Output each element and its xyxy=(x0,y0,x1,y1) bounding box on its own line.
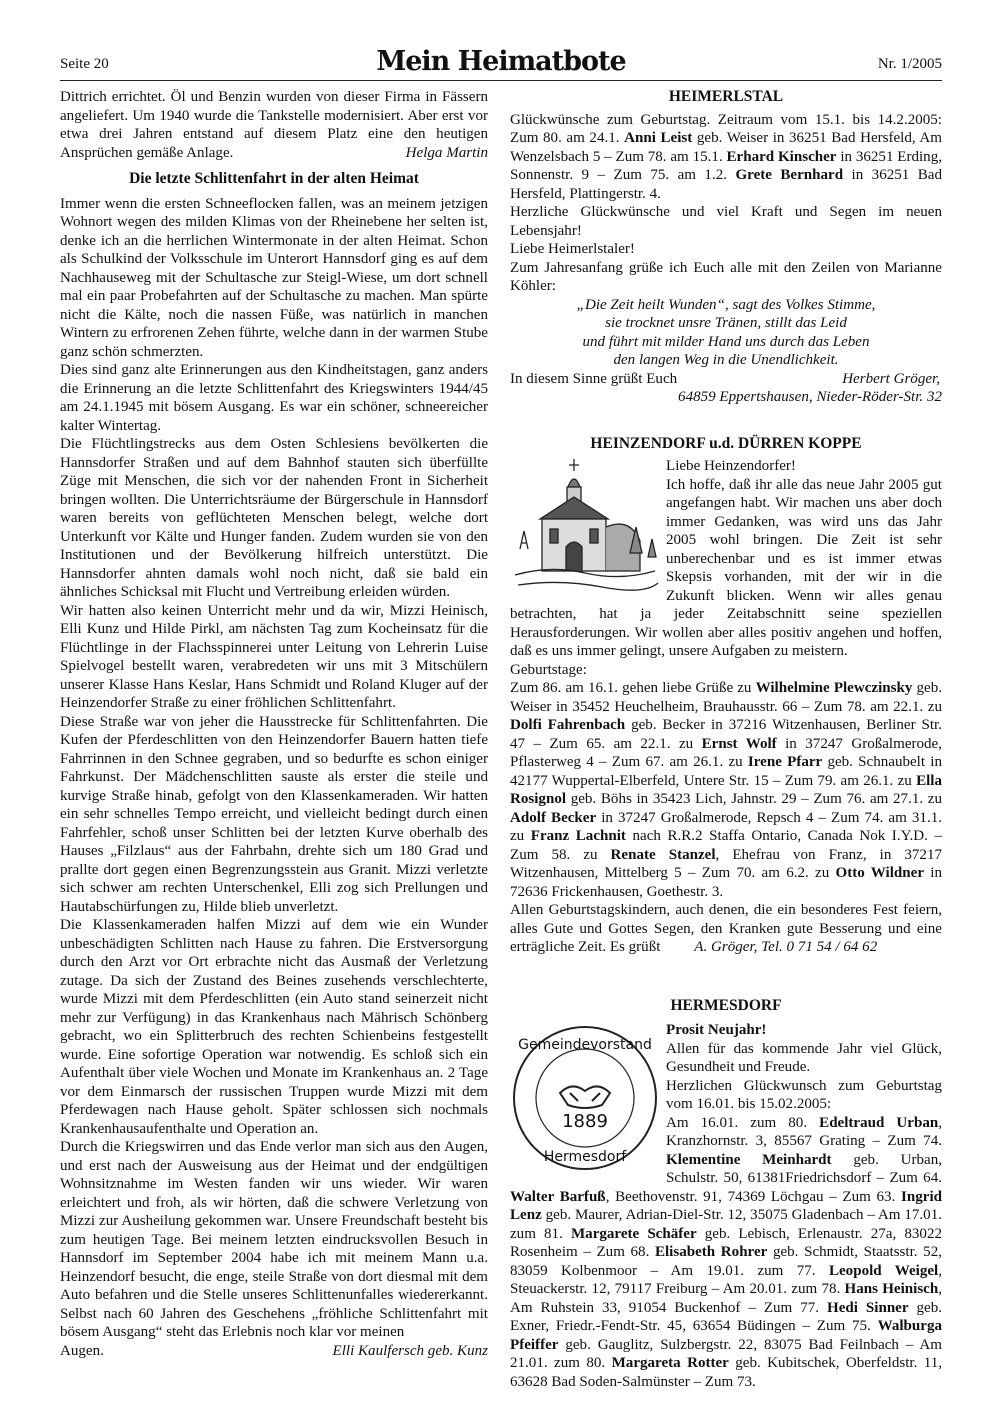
heinzendorf-bday-label: Geburtstage: xyxy=(510,661,587,678)
article-signature: Augen. Elli Kaulfersch geb. Kunz xyxy=(60,1342,488,1359)
article-paragraph: Diese Straße war von jeher die Hausstrecke für Schlittenfahrten. Die Kufen der Pferdeschlitten von den Heinzendorfer Bauern hatten tiefe Fahrrinnen in den Schnee gegraben, und so bedurfte es schon einiger Fahrkunst. Der Mädchenschlitten sauste als erster die steile und kurvige Straße hinab, gefolgt von den Klassenkameraden. Wir hatten ein sehr schnelles Tempo erreicht, und vielleicht bedingt durch einen Fahrfehler, schoß unser Schlitten bei der letzten Kurve oberhalb des Hauses „Filzlaus“ aus der Fahrbahn, drehte sich um 180 Grad und prallte dort gegen einen Begrenzungsstein aus Granit. Mizzi verletzte sich schwer am rechten Unterschenkel, Elli zog sich Prellungen und Hautabschürfungen zu, Hilde blieb unverletzt. xyxy=(60,713,488,915)
masthead-title: Mein Heimatbote xyxy=(376,46,626,77)
poem-line: „Die Zeit heilt Wunden“, sagt des Volkes Stimme, xyxy=(576,296,876,313)
article-paragraph: Immer wenn die ersten Schneeflocken fallen, was an meinem jetzigen Wohnort wegen des milden Klimas von der Rheinebene her selten ist, denke ich an die herrlichen Wintermonate in der alten Heimat. Schon als Schulkind der Volksschule im Unterort Hannsdorf ging es auf dem Nachhauseweg mit der Schultasche zur Steigl-Wiese, um dort schnell mal ein paar Probefahrten auf der Schultasche zu machen. Man spürte nicht die Kälte, noch die nassen Füße, was natürlich in manchen Wintern zu erfrorenen Zehen führte, welche dann in der warmen Stube ganz schön schmerzten. xyxy=(60,195,488,360)
poem-line: und führt mit milder Hand uns durch das Leben xyxy=(582,333,870,350)
hermesdorf-paragraph: Allen für das kommende Jahr viel Glück, Gesundheit und Freude. xyxy=(666,1040,942,1075)
seal-image xyxy=(510,1023,660,1173)
section-title-hermesdorf: HERMESDORF xyxy=(670,996,782,1014)
poem-line: den langen Weg in die Unendlichkeit. xyxy=(613,352,839,368)
heinzendorf-greeting: Liebe Heinzendorfer! xyxy=(666,458,796,474)
article-paragraph: Die Klassenkameraden halfen Mizzi auf dem wie ein Wunder unbeschädigten Schlitten nach Hause zu fahren. Die Erstversorgung durch den Arzt vor Ort erbrachte nicht das Ausmaß der Verletzung zutage. Da sich der Zustand des Beines zusehends verschlechterte, wurde Mizzi mit dem Pferdeschlitten (ein Auto stand seinerzeit nicht mehr zur Verfügung) in das Krankenhaus nach Mährisch Schönberg gebracht, wo ein Splitterbruch des rechten Schienbeins festgestellt wurde. Eine sofortige Operation war notwendig. Es schloß sich ein Aufenthalt über viele Wochen und Monate im Krankenhaus an. 2 Tage vor dem Einmarsch der russischen Truppen wurde Mizzi mit dem Pferdewagen nach Hause geholt. Später schlossen sich nochmals Krankenhausaufenthalte und Operation an. xyxy=(60,917,488,1137)
intro-author: Helga Martin xyxy=(405,144,488,161)
heinzendorf-birthdays: Zum 86. am 16.1. gehen liebe Grüße zu Wilhelmine Plewczinsky geb. Weiser in 35452 Heuchelheim, Brauhausstr. 66 – Zum 78. am 22.1. zu Dolfi Fahrenbach geb. Becker in 37216 Witzenhausen, Berliner Str. 47 – Zum 65. am 22.1. zu Ernst Wolf in 37247 Großalmerode, Pflasterweg 4 – Zum 67. am 26.1. zu Irene Pfarr geb. Schnaubelt in 42177 Wuppertal-Elberfeld, Untere Str. 15 – Zum 79. am 26.1. zu Ella Rosignol geb. Böhs in 35423 Lich, Jahnstr. 29 – Zum 76. am 27.1. zu Adolf Becker in 37247 Großalmerode, Repsch 4 – Zum 74. am 31.1. zu Franz Lachnit nach R.R.2 Staffa Ontario, Canada Nok I.Y.D. – Zum 58. zu Renate Stanzel, Ehefrau von Franz, in 37217 Witzenhausen, Mittelberg 5 – Zum 70. am 6.2. zu Otto Wildner in 72636 Frickenhausen, Goethestr. 3. xyxy=(510,680,943,900)
poem-line: sie trocknet unsre Tränen, stillt das Leid xyxy=(605,315,847,331)
heimerlstal-wish: Herzliche Glückwünsche und viel Kraft und Segen im neuen Lebensjahr! xyxy=(510,204,942,239)
heimerlstal-address: 64859 Eppertshausen, Nieder-Röder-Str. 32 xyxy=(678,389,942,405)
hermesdorf-birthdays: Am 16.01. zum 80. Edeltraud Urban, Kranzhornstr. 3, 85567 Grating – Zum 74. Klementine Meinhardt geb. Urban, Schulstr. 50, 61381Friedrichsdorf – Zum 64. Walter Barfuß, Beethovenstr. 91, 74369 Löchgau – Zum 63. Ingrid Lenz geb. Maurer, Adrian-Diel-Str. 12, 35075 Gladenbach – Am 17.01. zum 81. Margarete Schäfer geb. Lebisch, Erlenaustr. 27a, 83022 Rosenheim – Zum 68. Elisabeth Rohrer geb. Schmidt, Staatsstr. 52, 83059 Kolbenmoor – Am 19.01. zum 77. Leopold Weigel, Steuackerstr. 12, 79117 Freiburg – Am 20.01. zum 78. Hans Heinisch, Am Ruhstein 33, 91054 Buckenhof – Zum 77. Hedi Sinner geb. Exner, Friedr.-Fendt-Str. 45, 63654 Büdingen – Zum 75. Walburga Pfeiffer geb. Gauglitz, Sulzbergstr. 22, 83075 Bad Feilnbach – Am 21.01. zum 80. Margareta Rotter geb. Kubitschek, Oberfeldstr. 11, 63628 Bad Soden-Salmünster – Zum 73. xyxy=(510,1114,943,1390)
svg-text:1889: 1889 xyxy=(562,1111,608,1132)
left-column xyxy=(60,88,488,1360)
article-paragraph: Die Flüchtlingstrecks aus dem Osten Schlesiens bevölkerten die Hannsdorfer Straßen und auf dem Bahnhof stauten sich überfüllte Züge mit Menschen, die sich vor der nahenden Front in Sicherheit bringen wollten. Die Unterrichtsräume der Bürgerschule in Hannsdorf waren bereits von geflüchteten Menschen belegt, welche dort Unterkunft vor Kälte und Hunger fanden. Zudem wurden sie von den Institutionen und der Bevölkerung hilfreich unterstützt. Die Hannsdorfer ahnten damals wohl noch nicht, daß sie bald ein ähnliches Schicksal mit Flucht und Vertreibung erleiden würden. xyxy=(60,436,488,600)
intro-paragraph: Dittrich errichtet. Öl und Benzin wurden von dieser Firma in Fässern angeliefert. Um 1940 wurde die Tankstelle modernisiert. Aber erst vor etwa drei Jahren entstand auf diesem Platz eine den heutigen Ansprüchen gemäße Anlage. Helga Martin xyxy=(60,89,488,161)
page-number: Seite 20 xyxy=(60,56,109,72)
article-author: Elli Kaulfersch geb. Kunz xyxy=(332,1342,488,1359)
header-rule xyxy=(60,80,942,81)
article-paragraph: Dies sind ganz alte Erinnerungen aus den Kindheitstagen, ganz anders die Erinnerung an die letzte Schlittenfahrt des Kriegswinters 1944/45 am 24.1.1945 mit bösem Ausgang. Es war ein schöner, schneereicher kalter Wintertag. xyxy=(60,362,488,434)
heimerlstal-signature: In diesem Sinne grüßt Euch Herbert Gröger, xyxy=(510,370,940,387)
heinzendorf-closing: Allen Geburtstagskindern, auch denen, die ein besonderes Fest feiern, alles Gute und Gottes Segen, den Kranken gute Besserung und eine erträgliche Zeit. Es grüßt A. Gröger, Tel. 0 71 54 / 64 62 xyxy=(510,902,942,955)
issue-number: Nr. 1/2005 xyxy=(877,56,942,72)
heinzendorf-paragraph: Ich hoffe, daß ihr alle das neue Jahr 2005 gut angefangen habt. Wir machen uns aber doch immer Gedanken, was wird uns das Jahr 2005 wohl bringen. Die Zeit ist sehr unberechenbar und es ist immer etwas Skepsis vorhanden, mit der wir in die Zukunft blicken. Wenn wir alles genau betrachten, hat ja jeder Zeitabschnitt seine speziellen Herausforderungen. Wir wollen aber alles positiv angehen und hoffen, daß es uns immer gelingt, unsere Aufgaben zu meistern. xyxy=(510,476,942,659)
hermesdorf-paragraph: Herzlichen Glückwunsch zum Geburtstag vom 16.01. bis 15.02.2005: xyxy=(666,1077,942,1112)
right-column xyxy=(510,88,942,1391)
section-title-heimerlstal: HEIMERLSTAL xyxy=(668,88,784,105)
article-paragraph: Durch die Kriegswirren und das Ende verlor man sich aus den Augen, und erst nach der Ausweisung aus der Heimat und der endgültigen Wohnsitznahme im Westen fanden wir uns wieder. Wir waren erleichtert und froh, als wir hörten, daß die schwere Verletzung von Mizzi zur Ausheilung gekommen war. Unsere Freundschaft besteht bis zum heutigen Tage. Bei meinem letzten eindrucksvollen Besuch in Hannsdorf im September 2004 habe ich mit meinem Mann u.a. Heinzendorf besucht, die enge, steile Straße von dort diesmal mit dem Auto befahren und die Stelle unseres Schlittenunfalles wiedererkannt. Selbst nach 60 Jahren des Geschehens „fröhliche Schlittenfahrt mit bösem Ausgang“ steht das Erlebnis noch klar vor meinen xyxy=(60,1139,488,1340)
heimerlstal-greeting: Liebe Heimerlstaler! xyxy=(510,241,635,257)
article-title: Die letzte Schlittenfahrt in der alten Heimat xyxy=(129,170,419,187)
prosit-heading: Prosit Neujahr! xyxy=(666,1022,767,1038)
section-title-heinzendorf: HEINZENDORF u.d. DÜRREN KOPPE xyxy=(590,434,862,452)
chapel-illustration xyxy=(510,457,660,603)
heimerlstal-intro: Zum Jahresanfang grüße ich Euch alle mit den Zeilen von Marianne Köhler: xyxy=(510,259,942,294)
svg-text:Gemeindevorstand: Gemeindevorstand xyxy=(518,1037,652,1053)
page-header xyxy=(60,46,942,82)
article-paragraph: Wir hatten also keinen Unterricht mehr und da wir, Mizzi Heinisch, Elli Kunz und Hilde Pirkl, am nächsten Tag zum Kocheinsatz für die Flüchtlinge in der Flachsspinnerei unter Leitung von Lehrerin Luise Spielvogel bestellt waren, verabredeten wir uns mit 3 Mitschülern unserer Klasse Hans Keslar, Hans Schmidt und Roland Kluger auf der Heinzendorfer Straße zu einer fröhlichen Schlittenfahrt. xyxy=(60,602,488,711)
heimerlstal-birthdays: Glückwünsche zum Geburtstag. Zeitraum vom 15.1. bis 14.2.2005: Zum 80. am 24.1. Anni Leist geb. Weiser in 36251 Bad Hersfeld, Am Wenzelsbach 5 – Zum 78. am 15.1. Erhard Kinscher in 36251 Erding, Sonnenstr. 9 – Zum 75. am 1.2. Grete Bernhard in 36251 Bad Hersfeld, Plattingerstr. 4. xyxy=(510,111,942,202)
svg-text:Hermesdorf: Hermesdorf xyxy=(543,1149,627,1165)
